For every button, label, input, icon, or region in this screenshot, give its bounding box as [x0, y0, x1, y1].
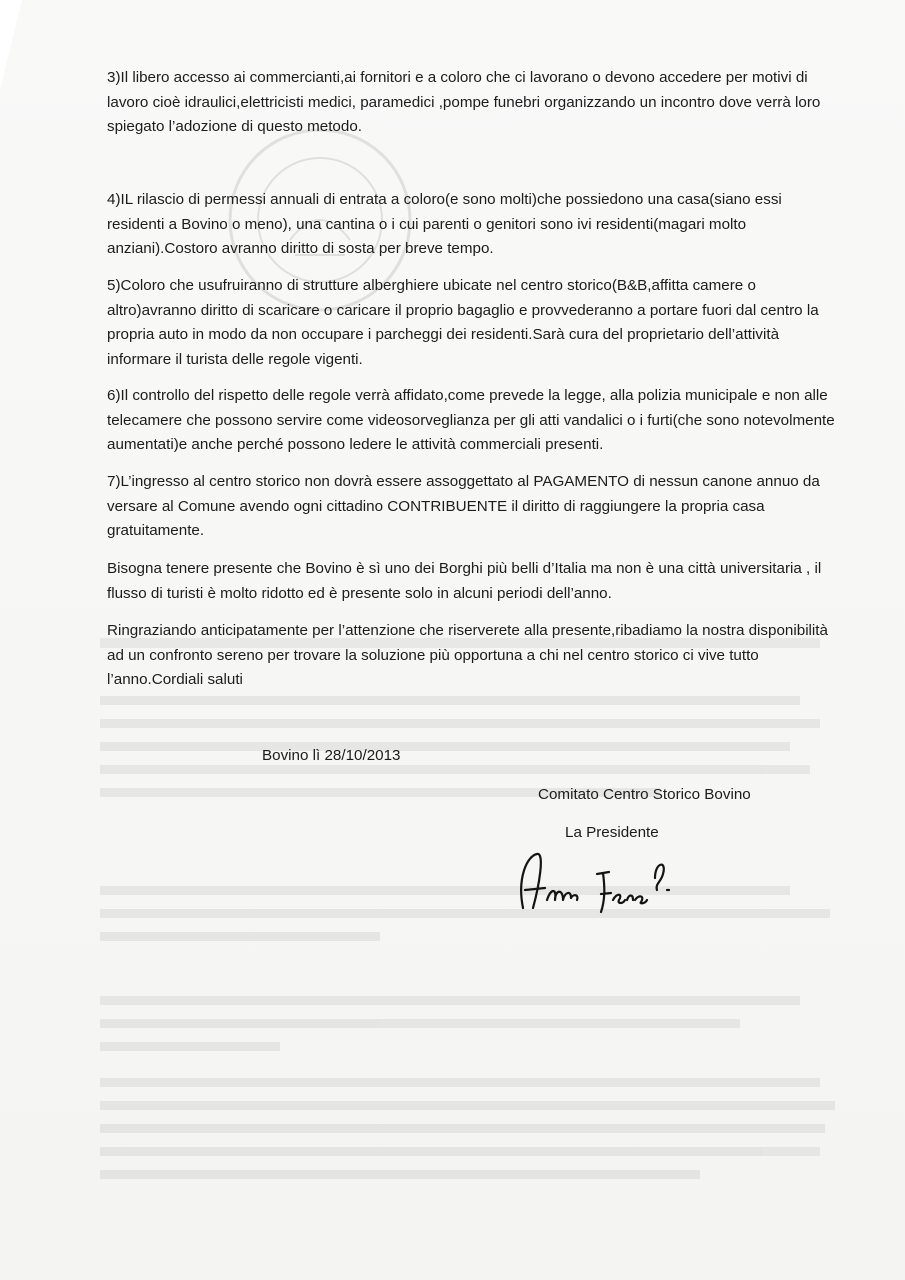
- place-date: Bovino lì 28/10/2013: [262, 747, 401, 764]
- paragraph-tourism: Bisogna tenere presente che Bovino è sì uno dei Borghi più belli d’Italia ma non è una città universitaria , il flusso di turisti è molto ridotto ed è presente solo in alcuni periodi dell’anno.: [107, 560, 822, 602]
- paragraph-closing: Ringraziando anticipatamente per l’attenzione che riserverete alla presente,ribadiamo la nostra disponibilità ad un confronto sereno per trovare la soluzione più opportuna a chi nel centro storico ci vive tutto l’anno.Cordiali saluti: [107, 622, 828, 688]
- paragraph-point-6: 6)Il controllo del rispetto delle regole verrà affidato,come prevede la legge, alla polizia municipale e non alle telecamere che possono servire come videosorveglianza per gli atti vandalici o i furti(che sono notevolmente aumentati)e anche perché possono ledere le attività commerciali presenti.: [107, 387, 835, 453]
- paragraph-point-4: 4)IL rilascio di permessi annuali di entrata a coloro(e sono molti)che possiedono una casa(siano essi residenti a Bovino o meno), una cantina o i cui parenti o genitori sono ivi residenti(magari molto anziani).Costoro avranno diritto di sosta per breve tempo.: [107, 191, 782, 257]
- signatory-role: La Presidente: [565, 824, 659, 841]
- paragraph-point-7: 7)L’ingresso al centro storico non dovrà essere assoggettato al PAGAMENTO di nessun canone annuo da versare al Comune avendo ogni cittadino CONTRIBUENTE il diritto di raggiungere la propria casa gratuitamente.: [107, 473, 820, 539]
- bleed-through-block: [100, 1072, 840, 1192]
- bleed-through-block: [100, 990, 840, 1050]
- bleed-through-block: [100, 880, 840, 960]
- bleed-through-block: [100, 690, 840, 850]
- handwritten-signature: [505, 838, 675, 928]
- paragraph-point-3: 3)Il libero accesso ai commercianti,ai fornitori e a coloro che ci lavorano o devono accedere per motivi di lavoro cioè idraulici,elettricisti medici, paramedici ,pompe funebri organizzando un incontro dove verrà loro spiegato l’adozione di questo metodo.: [107, 69, 821, 135]
- paragraph-point-5: 5)Coloro che usufruiranno di strutture alberghiere ubicate nel centro storico(B&B,affitta camere o altro)avranno diritto di scaricare o caricare il proprio bagaglio e provvederanno a portare fuori dal centro la propria auto in modo da non occupare i parcheggi dei residenti.Sarà cura del proprietario dell’attività informare il turista delle regole vigenti.: [107, 277, 819, 368]
- folded-corner: [0, 0, 22, 90]
- organization-name: Comitato Centro Storico Bovino: [538, 786, 751, 803]
